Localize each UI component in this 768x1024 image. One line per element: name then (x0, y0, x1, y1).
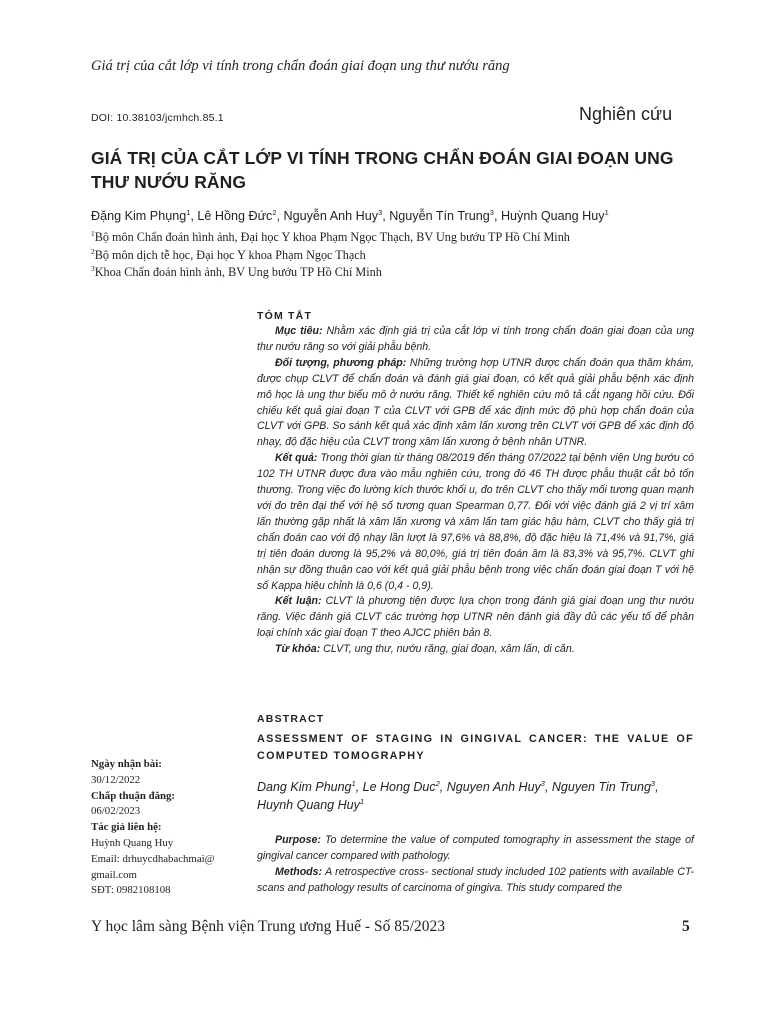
abstract-vietnamese (257, 310, 694, 658)
accepted-label: Chấp thuận đăng: (91, 789, 176, 802)
abstract-purpose: Purpose: To determine the value of computed tomography in assessment the stage of gingival cancer compared with pathology. (257, 834, 694, 862)
journal-footer: Y học lâm sàng Bệnh viện Trung ương Huế - Số 85/2023 (91, 918, 445, 935)
accepted-date: 06/02/2023 (91, 805, 141, 818)
abstract-en-heading: ABSTRACT (257, 713, 325, 725)
affiliation: $^3$Khoa Chẩn đoán hình ảnh, BV Ung bướu TP Hồ Chí Minh (91, 263, 382, 279)
abstract-en-authors: Dang Kim Phung$^1$, Le Hong Duc$^2$, Nguyen Anh Huy$^3$, Nguyen Tin Trung$^3$, Huynh Quang Huy$^1$ (257, 778, 659, 812)
received-label: Ngày nhận bài: (91, 758, 162, 770)
email-line[interactable]: Email: drhuycdhabachmai@ (91, 852, 215, 865)
author-name: Đặng Kim Phụng (91, 209, 187, 223)
email-line-cont[interactable]: gmail.com (91, 868, 137, 881)
abstract-keywords: Từ khóa: CLVT, ung thư, nướu răng, giai đoạn, xâm lấn, di căn. (275, 643, 575, 656)
received-date: 30/12/2022 (91, 773, 141, 786)
author-affiliation-marker: 3 (378, 207, 383, 217)
abstract-results: Kết quả: Trong thời gian từ tháng 08/2019 đến tháng 07/2022 tại bệnh viện Ung bướu có 102 TH UTNR được đưa vào mẫu nghiên cứu, trong đó 46 TH được phẫu thuật cắt bỏ tổn thương. Trong việc đo lường kích thước khối u, đo trên CLVT cho thấy mối tương quan mạnh với đo trên đại thể với hệ số tương quan Spearman 0,77. Đối với việc đánh giá 2 vị trí xâm lấn thường gặp nhất là xâm lấn xương và xâm lấn tam giác hậu hàm, CLVT cho thấy giá trị chẩn đoán cao với độ nhạy lần lượt là 97,6% và 88,8%, độ đặc hiệu là 71,4% và 91,7%, giá trị tiên đoán dương là 95,2% và 80,0%, giá trị tiên đoán âm là 83,3% và 95,7%. CLVT ghi nhận sự đồng thuận cao với kết quả giải phẫu bệnh trong việc chẩn đoán giai đoạn T với hệ số Kappa hiệu chỉnh là 0,6 (0,4 - 0,9). (257, 452, 695, 592)
author-list: Đặng Kim Phụng$^1$, Lê Hồng Đức$^2$, Nguyễn Anh Huy$^3$, Nguyễn Tín Trung$^3$, Huỳnh Quang Huy$^1$ (91, 207, 609, 223)
abstract-methods-en: Methods: A retrospective cross- sectional study included 102 patients with available CT-scans and pathology results of carcinoma of gingiva. This study compared the (257, 865, 694, 894)
abstract-conclusion: Kết luận: CLVT là phương tiện được lựa chọn trong đánh giá giai đoạn ung thư nướu răng. Việc đánh giá CLVT các trường hợp UTNR nên đánh giá đầy đủ các yếu tố để phân loại chính xác giai đoạn T theo AJCC phiên bản 8. (257, 595, 694, 640)
abstract-methods: Đối tượng, phương pháp: Những trường hợp UTNR được chẩn đoán qua thăm khám, được chụp CLVT để chẩn đoán và đánh giá giai đoạn, có kết quả giải phẫu bệnh xác định mô học là ung thư biểu mô ở nướu răng. Thiết kế nghiên cứu mô tả cắt ngang hồi cứu. Đối chiếu kết quả giai đoạn T của CLVT với GPB để xác định mức độ phù hợp chẩn đoán của CLVT với GPB. So sánh kết quả xác định xâm lấn xương trên CLVT với GPB để xác định độ nhạy, độ đặc hiệu của CLVT trong xâm lấn xương ở bệnh nhân UTNR. (257, 356, 694, 449)
corresponding-name: Huỳnh Quang Huy (91, 836, 174, 849)
doi[interactable]: DOI: 10.38103/jcmhch.85.1 (91, 112, 224, 124)
author-affiliation-marker: 3 (489, 207, 494, 217)
abstract-en-title: ASSESSMENT OF STAGING IN GINGIVAL CANCER: THE VALUE OF COMPUTED TOMOGRAPHY (257, 733, 694, 762)
abstract-english (257, 833, 694, 897)
running-head: Giá trị của cắt lớp vi tính trong chẩn đoán giai đoạn ung thư nướu răng (91, 58, 510, 74)
affiliation: $^2$Bộ môn dịch tễ học, Đại học Y khoa Phạm Ngọc Thạch (91, 246, 366, 262)
affiliation: $^1$Bộ môn Chẩn đoán hình ảnh, Đại học Y khoa Phạm Ngọc Thạch, BV Ung bướu TP Hồ Chí Minh (91, 228, 570, 244)
article-info-sidebar (91, 757, 241, 899)
abstract-heading: TÓM TẮT (257, 310, 313, 322)
abstract-objective: Mục tiêu: Nhằm xác định giá trị của cắt lớp vi tính trong chẩn đoán giai đoạn của ung thư nướu răng so với giải phẫu bệnh. (257, 325, 694, 353)
author-affiliation-marker: 1 (604, 207, 609, 217)
author-name: Huỳnh Quang Huy (500, 209, 605, 223)
author-affiliation-marker: 1 (186, 207, 191, 217)
corresponding-label: Tác giả liên hệ: (91, 821, 162, 834)
author-affiliation-marker: 2 (272, 207, 277, 217)
author-name: Nguyễn Tín Trung (389, 209, 490, 223)
author-name: Nguyễn Anh Huy (283, 209, 379, 223)
article-title: GIÁ TRỊ CỦA CẮT LỚP VI TÍNH TRONG CHẨN ĐOÁN GIAI ĐOẠN UNG THƯ NƯỚU RĂNG (91, 148, 674, 192)
phone: SĐT: 0982108108 (91, 884, 171, 897)
author-name: Lê Hồng Đức (197, 209, 273, 223)
section-label: Nghiên cứu (579, 104, 673, 124)
page-number: 5 (682, 918, 690, 935)
